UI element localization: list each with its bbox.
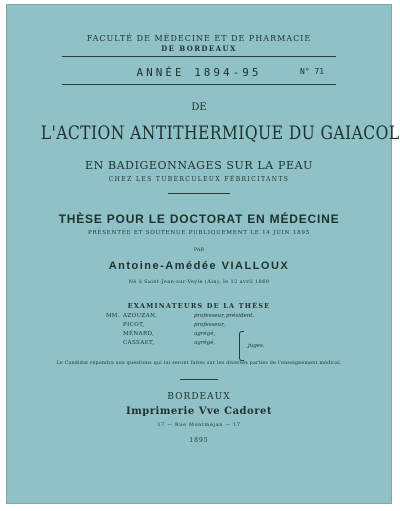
header-rule-bottom <box>62 84 336 85</box>
title-prefix: DE <box>191 102 207 113</box>
examiner-title: professeur, <box>194 322 225 328</box>
imprint-printer: Imprimerie Vve Cadoret <box>126 406 272 417</box>
imprint-year: 1895 <box>189 437 209 444</box>
examiner-name: PICOT, <box>123 322 145 328</box>
by-label: PAR <box>193 247 205 253</box>
examiners-bracket <box>239 331 244 361</box>
defense-date: PRÉSENTÉE ET SOUTENUE PUBLIQUEMENT LE 14 JUIN 1895 <box>87 230 310 236</box>
imprint-divider <box>180 379 218 380</box>
examiner-name: AZOUZAN, <box>123 313 158 319</box>
header-rule-top <box>62 56 336 57</box>
author-birth: Né à Saint-Jean-sur-Veyle (Ain), le 12 avril 1869 <box>128 279 270 285</box>
examiner-prefix: MM. <box>106 313 120 319</box>
thesis-subtitle: EN BADIGEONNAGES SUR LA PEAU <box>85 159 313 172</box>
examiner-name: CASSAET, <box>123 340 155 346</box>
thesis-title: L'ACTION ANTITHERMIQUE DU GAIACOL <box>40 122 400 144</box>
candidate-note: Le Candidat répondra aux questions qui lui seront faites sur les diverses parties de l'enseignement médical. <box>56 361 342 366</box>
academic-year: ANNÉE 1894-95 <box>136 66 262 79</box>
examiner-row <box>106 312 296 321</box>
examiner-row <box>106 330 296 339</box>
faculty-city: DE BORDEAUX <box>161 44 237 53</box>
examiners-heading: EXAMINATEURS DE LA THÈSE <box>127 302 271 310</box>
juges-label: juges. <box>248 343 265 349</box>
examiner-title: agrégé, <box>194 340 216 346</box>
examiner-name: MÉNARD, <box>123 331 155 337</box>
imprint-city: BORDEAUX <box>167 392 231 402</box>
examiner-role: président. <box>226 313 255 319</box>
author-name: Antoine-Amédée VIALLOUX <box>108 260 290 272</box>
thesis-subtitle-2: CHEZ LES TUBERCULEUX FÉBRICITANTS <box>108 176 290 183</box>
imprint-address: 17 — Rue Montméjan — 17 <box>157 422 241 428</box>
title-divider <box>168 193 230 194</box>
thesis-number: N° 71 <box>300 67 325 76</box>
faculty-name: FACULTÉ DE MÉDECINE ET DE PHARMACIE <box>86 34 312 43</box>
examiner-row <box>106 321 296 330</box>
examiners-list <box>106 312 296 348</box>
examiner-title: professeur, <box>194 313 225 319</box>
thesis-heading: THÈSE POUR LE DOCTORAT EN MÉDECINE <box>58 212 340 226</box>
thesis-cover <box>6 4 400 504</box>
examiner-row <box>106 339 296 348</box>
examiner-title: agrégé, <box>194 331 216 337</box>
